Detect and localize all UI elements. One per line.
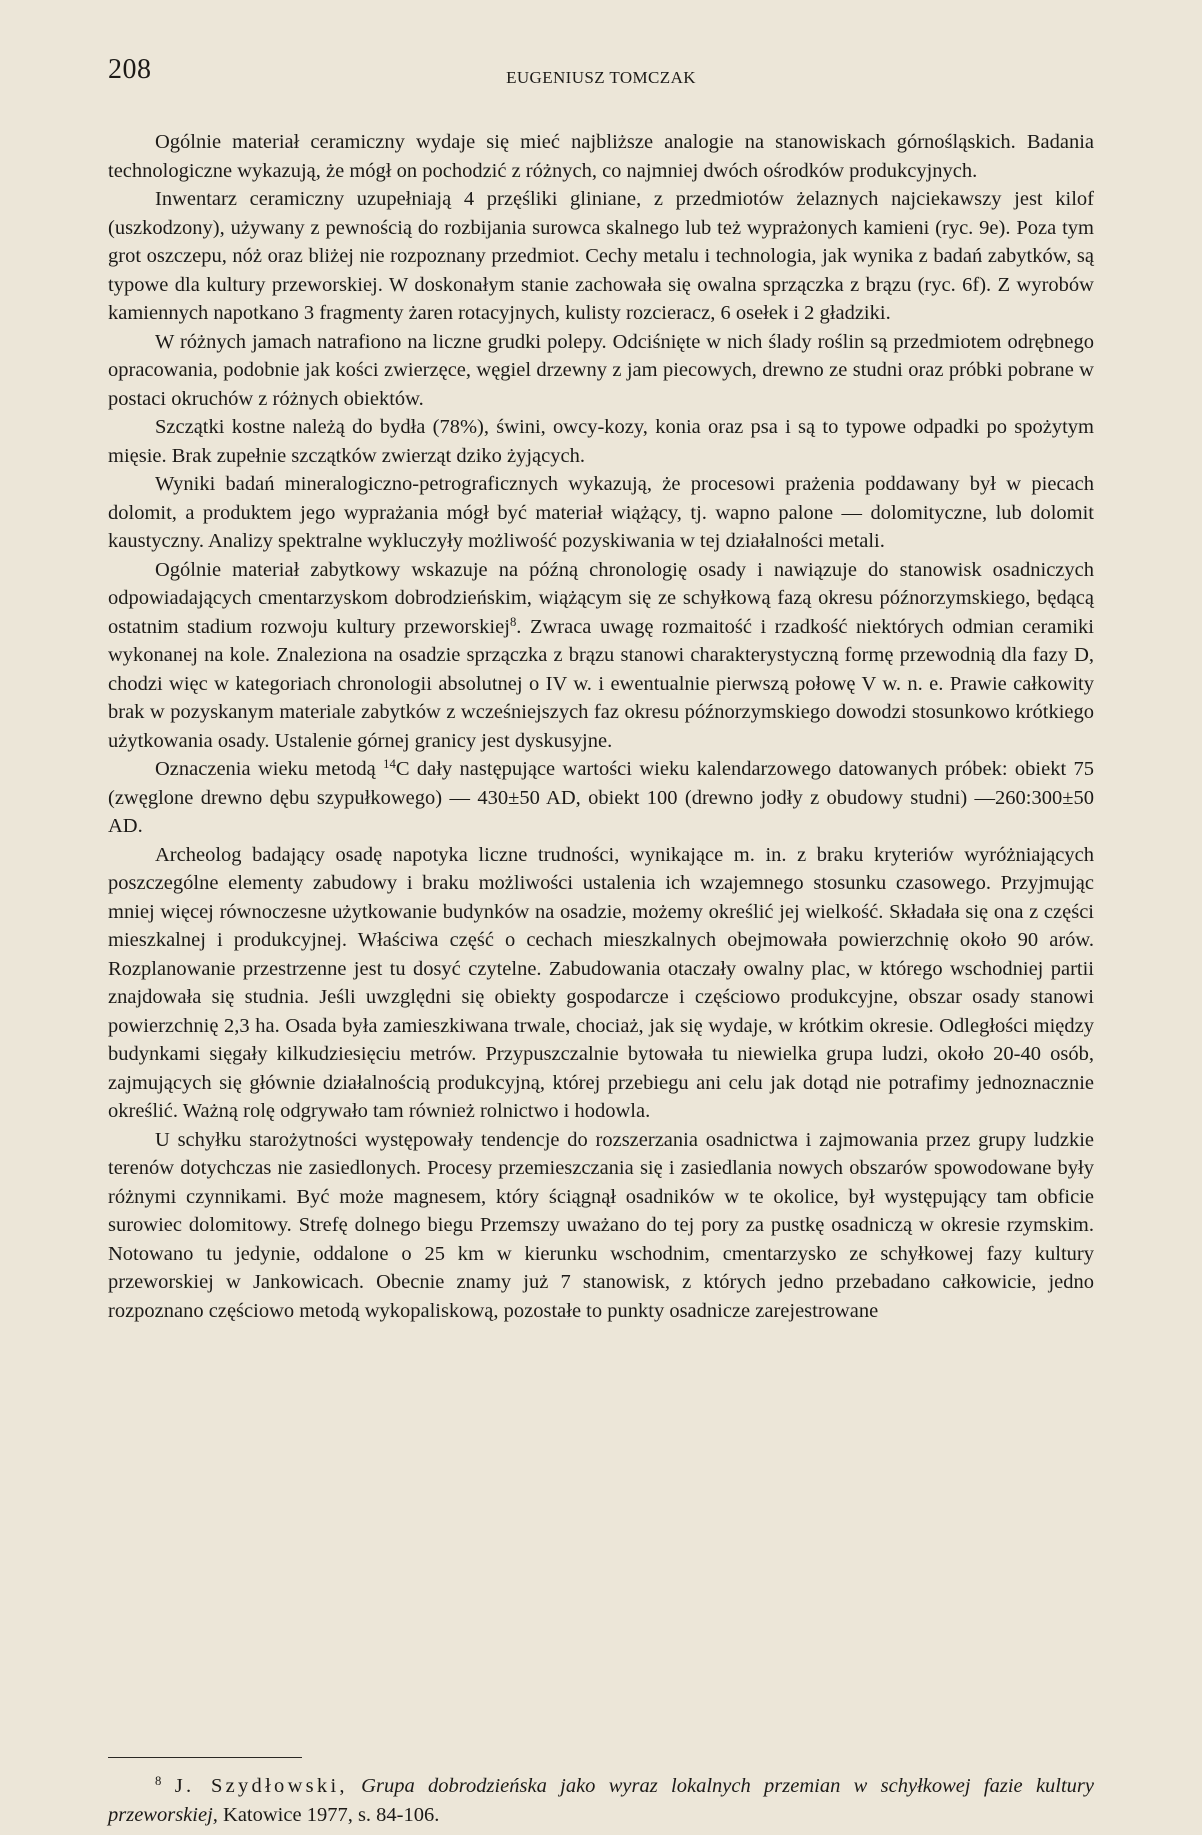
paragraph-ceramics-analogies: Ogólnie materiał ceramiczny wydaje się mieć najbliższe analogie na stanowiskach górnośląskich. Badania technologiczne wykazują, że mógł on pochodzić z różnych, co najmniej dwóch ośrodków produkcyjnych. [108,131,1094,182]
footnote-reference: 8 [509,614,517,629]
running-head: EUGENIUSZ TOMCZAK [506,68,696,87]
radiocarbon-text-b: C dały następujące wartości wieku kalendarzowego datowanych próbek: obiekt 75 (zwęglone drewno dębu szypułkowego) — 430±50 AD, obiekt 100 (drewno jodły z obudowy studni) —260:300±50 AD. [108,758,1095,837]
footnote-separator [108,1757,302,1758]
footnote-title: Grupa dobrodzieńska jako wyraz lokalnych przemian w schyłkowej fazie kultury przeworskiej, [108,1775,1095,1826]
body-text [108,128,1094,1325]
paragraph-radiocarbon [108,755,1094,841]
page-number: 208 [108,54,152,85]
paragraph-daub: W różnych jamach natrafiono na liczne grudki polepy. Odciśnięte w nich ślady roślin są przedmiotem odrębnego opracowania, podobnie jak kości zwierzęce, węgiel drzewny z jam piecowych, drewno ze studni oraz próbki pobrane w postaci okruchów z różnych obiektów. [108,330,1094,410]
paragraph-bone-remains: Szczątki kostne należą do bydła (78%), świni, owcy-kozy, konia oraz psa i są to typowe odpadki po spożytym mięsie. Brak zupełnie szczątków zwierząt dziko żyjących. [108,416,1094,467]
footnote-number: 8 [155,1774,162,1789]
footnote-author: J. Szydłowski, [174,1775,348,1797]
paragraph-inventory: Inwentarz ceramiczny uzupełniają 4 przęśliki gliniane, z przedmiotów żelaznych najciekawszy jest kilof (uszkodzony), używany z pewnością do rozbijania surowca skalnego lub też wyprażonych kamieni (ryc. 9e). Poza tym grot oszczepu, nóż oraz bliżej nie rozpoznany przedmiot. Cechy metalu i technologia, jak wynika z badań zabytków, są typowe dla kultury przeworskiej. W doskonałym stanie zachowała się owalna sprzączka z brązu (ryc. 6f). Z wyrobów kamiennych napotkano 3 fragmenty żaren rotacyjnych, kulisty rozcieracz, 6 osełek i 2 gładziki. [108,188,1094,324]
footnote [108,1772,1094,1829]
chronology-text-a: Ogólnie materiał zabytkowy wskazuje na późną chronologię osady i nawiązuje do stanowisk osadniczych odpowiadających cmentarzyskom dobrodzieńskim, wiążącym się ze schyłkową fazą okresu późnorzymskiego, będącą ostatnim stadium rozwoju kultury przeworskiej [108,558,1094,638]
isotope-superscript: 14 [383,757,396,772]
footnote-publication: Katowice 1977, s. 84-106. [223,1803,440,1826]
radiocarbon-text-a: Oznaczenia wieku metodą [155,758,384,780]
paragraph-chronology [108,556,1094,756]
paragraph-mineralogy: Wyniki badań mineralogiczno-petrograficznych wykazują, że procesowi prażenia poddawany był w piecach dolomit, a produktem jego wyprażania mógł być materiał wiążący, tj. wapno palone — dolomityczne, lub dolomit kaustyczny. Analizy spektralne wykluczyły możliwość pozyskiwania w tej działalności metali. [108,473,1094,552]
paragraph-settlement-expansion: U schyłku starożytności występowały tendencje do rozszerzania osadnictwa i zajmowania przez grupy ludzkie terenów dotychczas nie zasiedlonych. Procesy przemieszczania się i zasiedlania nowych obszarów spowodowane były różnymi czynnikami. Być może magnesem, który ściągnął osadników w te okolice, był występujący tam obficie surowiec dolomitowy. Strefę dolnego biegu Przemszy uważano do tej pory za pustkę osadniczą w okresie rzymskim. Notowano tu jedynie, oddalone o 25 km w kierunku wschodnim, cmentarzysko ze schyłkowej fazy kultury przeworskiej w Jankowicach. Obecnie znamy już 7 stanowisk, z których jedno przebadano całkowicie, jedno rozpoznano częściowo metodą wykopaliskową, pozostałe to punkty osadnicze zarejestrowane [108,1128,1094,1322]
chronology-text-b: . Zwraca uwagę rozmaitość i rzadkość niektórych odmian ceramiki wykonanej na kole. Znaleziona na osadzie sprzączka z brązu stanowi charakterystyczną formę przewodnią dla fazy D, chodzi więc w kategoriach chronologii absolutnej o IV w. i ewentualnie pierwszą połowę V w. n. e. Prawie całkowity brak w pozyskanym materiale zabytków z wcześniejszych faz okresu późnorzymskiego dowodzi stosunkowo krótkiego użytkowania osady. Ustalenie górnej granicy jest dyskusyjne. [108,615,1094,752]
paragraph-settlement-structure: Archeolog badający osadę napotyka liczne trudności, wynikające m. in. z braku kryteriów wyróżniających poszczególne elementy zabudowy i braku możliwości ustalenia ich wzajemnego stosunku czasowego. Przyjmując mniej więcej równoczesne użytkowanie budynków na osadzie, możemy określić jej wielkość. Składała się ona z części mieszkalnej i produkcyjnej. Właściwa część o cechach mieszkalnych obejmowała powierzchnię około 90 arów. Rozplanowanie przestrzenne jest tu dosyć czytelne. Zabudowania otaczały owalny plac, w którego wschodniej partii znajdowała się studnia. Jeśli uwzględni się obiekty gospodarcze i częściowo produkcyjne, obszar osady stanowi powierzchnię 2,3 ha. Osada była zamieszkiwana trwale, chociaż, jak się wydaje, w krótkim okresie. Odległości między budynkami sięgały kilkudziesięciu metrów. Przypuszczalnie bytowała tu niewielka grupa ludzi, około 20-40 osób, zajmujących się głównie działalnością produkcyjną, której przebiegu ani celu jak dotąd nie potrafimy jednoznacznie określić. Ważną rolę odgrywało tam również rolnictwo i hodowla. [108,843,1094,1122]
